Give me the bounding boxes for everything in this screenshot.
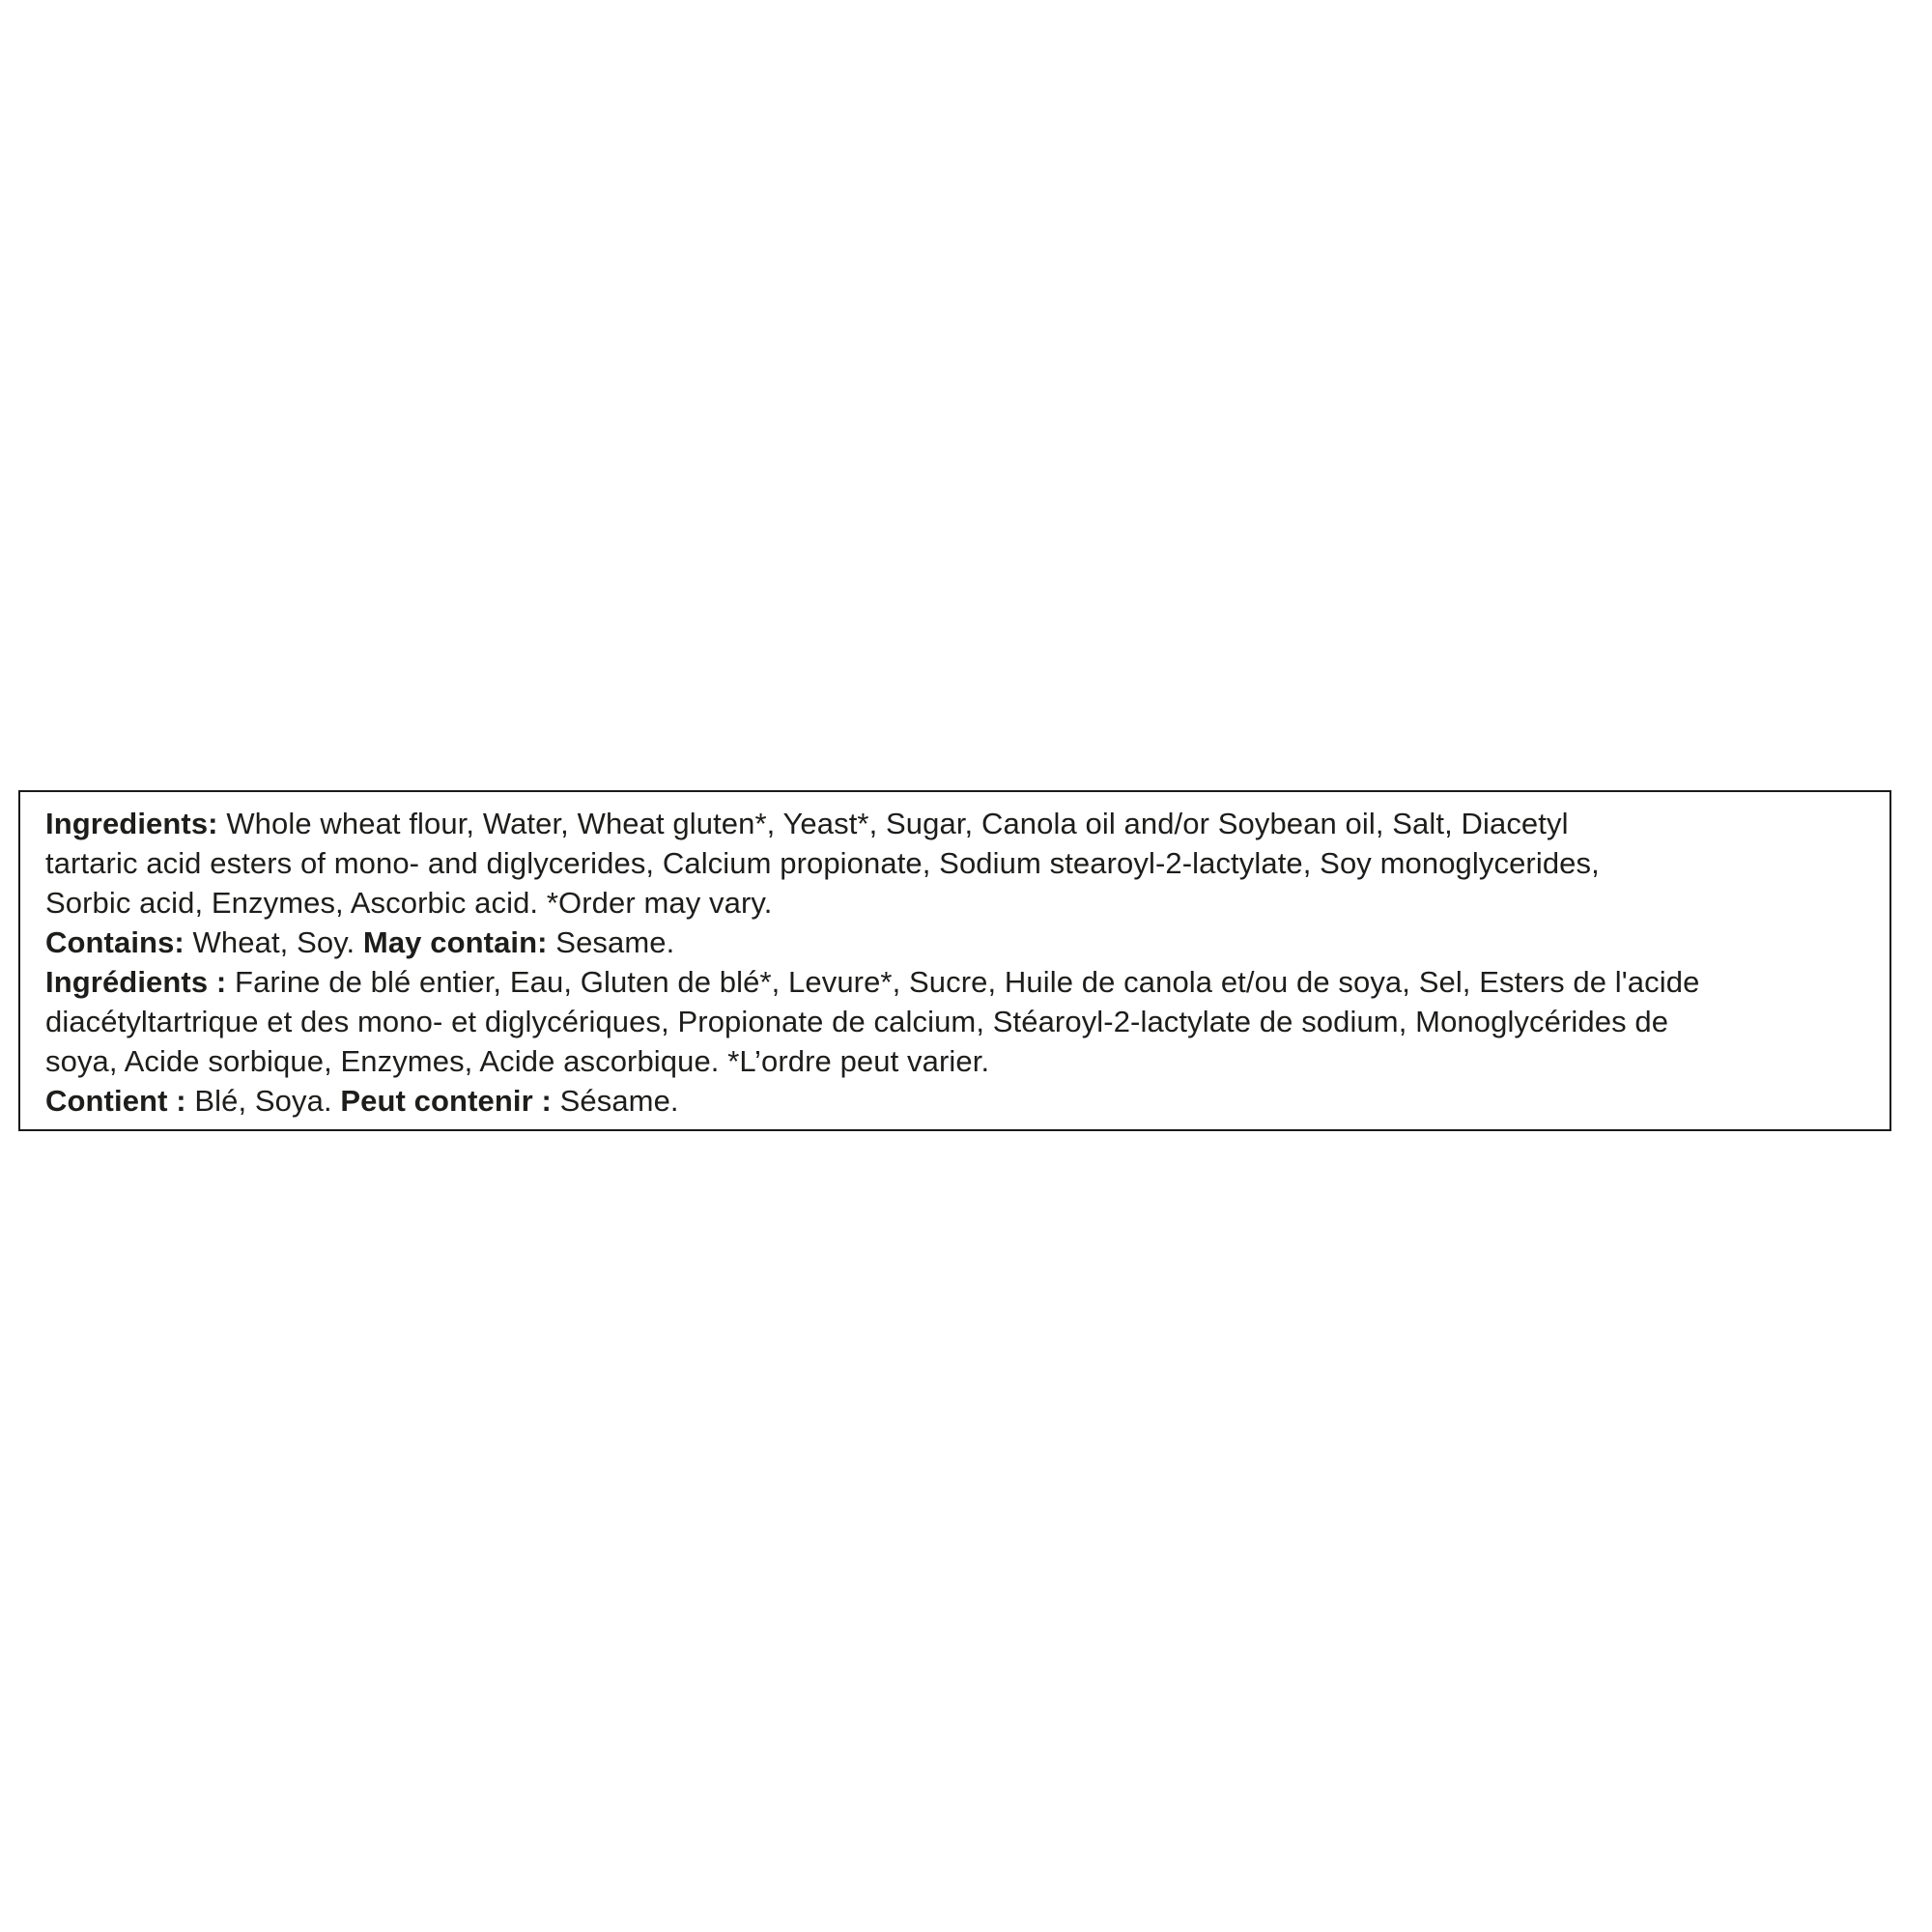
french-allergen-line bbox=[45, 1081, 1889, 1121]
french-ingredients-heading: Ingrédients : bbox=[45, 965, 227, 999]
english-ingredients-line-3: Sorbic acid, Enzymes, Ascorbic acid. *Order may vary. bbox=[45, 886, 773, 920]
english-allergen-line bbox=[45, 923, 1889, 962]
english-may-contain-text: Sesame. bbox=[547, 925, 675, 959]
french-ingredients-line-2: diacétyltartrique et des mono- et diglycériques, Propionate de calcium, Stéaroyl-2-lactylate de sodium, Monoglycérides de bbox=[45, 1005, 1669, 1038]
english-ingredients-line-2: tartaric acid esters of mono- and diglycerides, Calcium propionate, Sodium stearoyl-2-lactylate, Soy monoglycerides, bbox=[45, 846, 1600, 880]
french-contains-text: Blé, Soya. bbox=[185, 1084, 341, 1118]
english-ingredients-heading: Ingredients: bbox=[45, 807, 218, 840]
english-contains-text: Wheat, Soy. bbox=[184, 925, 363, 959]
english-may-contain-heading: May contain: bbox=[362, 925, 548, 959]
french-may-contain-text: Sésame. bbox=[551, 1084, 679, 1118]
french-ingredients-line-1 bbox=[45, 962, 1889, 1002]
english-ingredients-text-1: Whole wheat flour, Water, Wheat gluten*, Yeast*, Sugar, Canola oil and/or Soybean oil, Salt, Diacetyl bbox=[217, 807, 1569, 840]
english-ingredients-line-1 bbox=[45, 804, 1889, 843]
french-ingredients-text-1: Farine de blé entier, Eau, Gluten de blé*, Levure*, Sucre, Huile de canola et/ou de soya, Sel, Esters de l'acide bbox=[226, 965, 1700, 999]
french-contains-heading: Contient : bbox=[45, 1084, 186, 1118]
english-contains-heading: Contains: bbox=[45, 925, 185, 959]
french-ingredients-line-3: soya, Acide sorbique, Enzymes, Acide ascorbique. *L’ordre peut varier. bbox=[45, 1044, 990, 1078]
ingredient-label-box bbox=[18, 790, 1891, 1131]
french-may-contain-heading: Peut contenir : bbox=[340, 1084, 552, 1118]
